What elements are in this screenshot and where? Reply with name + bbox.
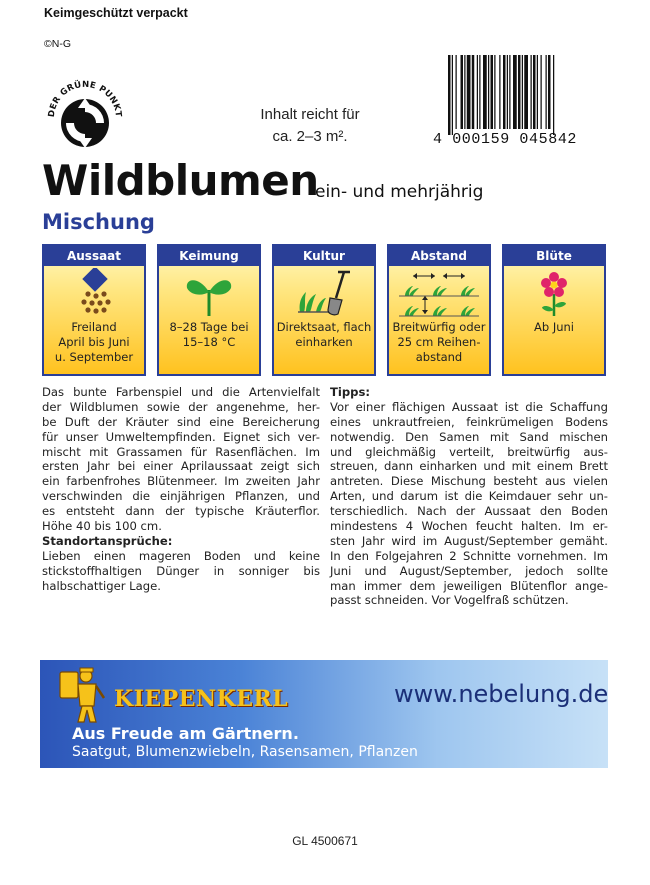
info-box-kultur — [272, 244, 376, 376]
description-line: Höhe 40 bis 100 cm. — [42, 519, 162, 534]
barcode-bar — [461, 55, 464, 129]
barcode-bar — [448, 55, 451, 135]
description-line: Das bunte Farbenspiel und die Artenvielfalt — [42, 385, 320, 399]
info-box-line: 25 cm Reihen- — [397, 335, 481, 349]
description-line: ersten Jahr bei einer Aprilaussaat zeigt sich — [42, 459, 320, 474]
info-box-line: u. September — [54, 350, 134, 364]
info-box-text — [46, 320, 142, 365]
barcode — [448, 55, 598, 135]
tips-line: In den Folgejahren 2 Schnitte vornehmen. Im — [330, 548, 608, 563]
tips-line: man immer dem jeweiligen Blütenflor ange- — [330, 578, 608, 593]
info-box-title: Abstand — [389, 246, 489, 266]
description-column — [42, 385, 320, 593]
location-line: stickstoffhaltigen Dünger in sonniger bis — [42, 563, 320, 578]
info-box-line: einharken — [295, 335, 353, 349]
tips-line: Vor einer flächigen Aussaat ist die Schaffung — [330, 399, 608, 414]
info-box-line: Breitwürfig oder — [392, 320, 486, 334]
spade-icon — [276, 268, 372, 318]
barcode-bar — [491, 55, 494, 129]
info-box-text — [391, 320, 487, 365]
product-title: Wildblumen — [42, 156, 319, 205]
location-heading: Standortansprüche: — [42, 533, 173, 548]
tips-line: passt schneiden. Vor Vogelfraß schützen. — [330, 593, 569, 608]
barcode-bar — [537, 55, 538, 129]
info-box-text — [506, 320, 602, 335]
barcode-bar — [503, 55, 506, 129]
contents-area: ca. 2–3 m². — [272, 128, 348, 145]
barcode-bar — [456, 55, 457, 129]
barcode-bar — [467, 55, 471, 129]
tips-line: sten Jahr wird im August/September gemäht. — [330, 533, 608, 548]
tips-line: mindestens 4 Wochen feucht halten. Im er- — [330, 519, 608, 534]
barcode-bar — [464, 55, 465, 129]
description-line: für unser Umweltempfinden. Eignet sich ver- — [42, 429, 320, 444]
brand-banner — [40, 660, 608, 768]
barcode-bar — [452, 55, 453, 135]
info-box-line: 15–18 °C — [182, 335, 236, 349]
seed-packet-icon — [46, 268, 142, 318]
info-box-line: Direktsaat, flach — [276, 320, 372, 334]
contents-info: Inhalt reicht für — [260, 106, 360, 123]
info-box-line: April bis Juni — [58, 335, 130, 349]
packaging-note: Keimgeschützt verpackt — [44, 6, 188, 20]
barcode-bar — [494, 55, 495, 129]
description-line: mischt mit Grassamen für Rasenflächen. Im — [42, 444, 320, 459]
tips-line: eines unkrautfreien, feinkrümeligen Bodens — [330, 414, 608, 429]
barcode-bar — [531, 55, 532, 129]
info-box-title: Blüte — [504, 246, 604, 266]
info-box-aussaat — [42, 244, 146, 376]
flower-icon — [506, 268, 602, 318]
barcode-bar — [509, 55, 510, 129]
description-line: der Wildblumen sowie der angenehme, her- — [42, 399, 320, 414]
barcode-bar — [522, 55, 523, 129]
info-box-line: abstand — [415, 350, 463, 364]
product-variety: Mischung — [42, 210, 155, 234]
info-box-line: Freiland — [71, 320, 117, 334]
info-box-text — [276, 320, 372, 350]
info-box-title: Keimung — [159, 246, 259, 266]
barcode-bar — [507, 55, 508, 129]
info-box-keimung — [157, 244, 261, 376]
description-line: ein farbenfrohes Blütenmeer. Im zweiten Jahr — [42, 474, 320, 489]
product-subtitle: ein- und mehrjährig — [315, 182, 484, 202]
barcode-bar — [518, 55, 521, 129]
spacing-icon — [391, 268, 487, 318]
seedling-icon — [161, 268, 257, 318]
description-line: be Duft der Kräuter sind eine Bereicherung — [42, 414, 320, 429]
barcode-bar — [479, 55, 480, 129]
brand-slogan: Aus Freude am Gärtnern. — [72, 724, 299, 743]
info-box-line: Ab Juni — [534, 320, 574, 334]
barcode-bar — [477, 55, 478, 129]
tips-column — [330, 385, 608, 608]
tips-heading: Tipps: — [330, 385, 371, 399]
info-box-line: 8–28 Tage bei — [169, 320, 249, 334]
info-box-title: Aussaat — [44, 246, 144, 266]
brand-name: KIEPENKERL — [114, 686, 289, 712]
description-line: es entsteht dann der typische Kräuterflor. — [42, 504, 320, 519]
barcode-bar — [499, 55, 500, 129]
barcode-bar — [524, 55, 528, 129]
location-line: Lieben einen mageren Boden und keine — [42, 548, 320, 563]
brand-products: Saatgut, Blumenzwiebeln, Rasensamen, Pflanzen — [72, 744, 418, 760]
logo-text: DER GRÜNE PUNKT — [46, 79, 124, 118]
barcode-number: 4 000159 045842 — [433, 131, 578, 148]
barcode-bar — [488, 55, 489, 129]
tips-line: und gleichmäßig verteilt, breitwürfig aus- — [330, 444, 608, 459]
cultivation-info-boxes — [42, 244, 608, 376]
barcode-bar — [533, 55, 536, 129]
barcode-bar — [546, 55, 547, 129]
location-line: halbschattiger Lage. — [42, 578, 161, 593]
barcode-bar — [472, 55, 475, 129]
tips-line: Arten, und darum ist die Keimdauer sehr un- — [330, 489, 608, 504]
info-box-bluete — [502, 244, 606, 376]
tips-line: terschiedlich. Nach der Aussaat den Boden — [330, 504, 608, 519]
tips-line: Juni und August/September, jedoch sollte — [330, 563, 608, 578]
barcode-bar — [483, 55, 487, 129]
gruener-punkt-logo — [40, 68, 130, 158]
info-box-text — [161, 320, 257, 350]
article-number: GL 4500671 — [292, 834, 358, 848]
barcode-bar — [541, 55, 542, 129]
barcode-bar — [553, 55, 554, 135]
barcode-bar — [513, 55, 517, 129]
description-line: verschwinden die einjährigen Pflanzen, und — [42, 489, 320, 504]
tips-line: notwendig. Den Samen mit Sand mischen — [330, 429, 608, 444]
tips-line: antreten. Diese Mischung besteht aus vielen — [330, 474, 608, 489]
info-box-title: Kultur — [274, 246, 374, 266]
info-box-abstand — [387, 244, 491, 376]
barcode-bar — [548, 55, 551, 129]
website-link[interactable]: www.nebelung.de — [394, 680, 609, 708]
tips-line: streuen, dann einharken und mit einem Brett — [330, 459, 608, 474]
kiepenkerl-figure-logo — [56, 664, 108, 726]
copyright-notice: ©N-G — [44, 38, 71, 50]
